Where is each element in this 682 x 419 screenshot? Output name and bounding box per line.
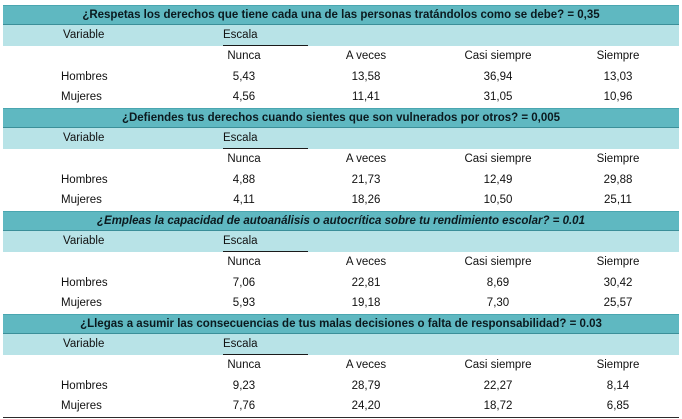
question-header: ¿Llegas a asumir las consecuencias de tus malas decisiones o falta de responsabilidad? = 0.03 <box>3 314 679 334</box>
table-cell: 5,93 <box>232 297 256 309</box>
table-cell: 6,85 <box>606 400 630 412</box>
variable-label: Variable <box>63 235 105 247</box>
table-row <box>3 87 679 108</box>
table-cell: 10,50 <box>483 194 513 206</box>
column-header: Siempre <box>596 256 640 268</box>
column-header: Nunca <box>227 153 261 165</box>
escala-label: Escala <box>223 132 258 144</box>
row-label: Mujeres <box>61 400 102 412</box>
variable-row <box>3 231 679 252</box>
table-cell: 4,88 <box>232 173 256 186</box>
table-cell: 18,72 <box>483 400 513 412</box>
variable-label: Variable <box>63 29 105 41</box>
column-header: Siempre <box>596 50 640 62</box>
scale-header-row <box>3 355 679 376</box>
column-header: A veces <box>345 153 387 165</box>
column-header: A veces <box>345 50 387 62</box>
row-label: Mujeres <box>61 297 102 309</box>
table-cell: 25,11 <box>604 194 632 206</box>
table-cell: 8,69 <box>486 276 510 289</box>
table-cell: 11,41 <box>352 91 380 103</box>
column-header: Casi siempre <box>464 256 532 268</box>
question-table-1 <box>3 5 679 108</box>
table-cell: 25,57 <box>603 297 633 309</box>
table-bottom-border <box>3 417 679 418</box>
table-cell: 10,96 <box>603 91 633 103</box>
column-header: A veces <box>345 256 387 268</box>
table-cell: 29,88 <box>603 173 633 186</box>
table-row <box>3 67 679 88</box>
question-table-4 <box>3 314 679 418</box>
table-row <box>3 396 679 417</box>
table-cell: 36,94 <box>483 70 513 83</box>
table-cell: 18,26 <box>351 194 381 206</box>
column-header: Nunca <box>227 50 261 62</box>
question-table-2 <box>3 108 679 211</box>
scale-header-row <box>3 46 679 67</box>
table-cell: 9,23 <box>232 379 256 392</box>
table-cell: 24,20 <box>351 400 381 412</box>
table-cell: 7,76 <box>232 400 256 412</box>
variable-label: Variable <box>63 338 105 350</box>
table-cell: 5,43 <box>232 70 256 83</box>
column-header: Siempre <box>596 153 640 165</box>
column-header: Casi siempre <box>464 50 532 62</box>
table-cell: 12,49 <box>483 173 513 186</box>
escala-label: Escala <box>223 338 258 350</box>
escala-label: Escala <box>223 29 258 41</box>
table-row <box>3 273 679 294</box>
table-row <box>3 190 679 211</box>
table-cell: 22,27 <box>483 379 513 392</box>
table-row <box>3 170 679 191</box>
table-cell: 30,42 <box>603 276 633 289</box>
table-cell: 22,81 <box>351 276 381 289</box>
row-label: Mujeres <box>61 194 102 206</box>
row-label: Mujeres <box>61 91 102 103</box>
question-header: ¿Empleas la capacidad de autoanálisis o autocrítica sobre tu rendimiento escolar? = 0.01 <box>3 211 679 231</box>
table-cell: 13,03 <box>603 70 633 83</box>
table-cell: 28,79 <box>351 379 381 392</box>
variable-label: Variable <box>63 132 105 144</box>
column-header: Casi siempre <box>464 153 532 165</box>
table-cell: 13,58 <box>351 70 381 83</box>
question-table-3 <box>3 211 679 314</box>
table-cell: 7,06 <box>232 276 256 289</box>
table-row <box>3 293 679 314</box>
table-cell: 19,18 <box>351 297 381 309</box>
variable-row <box>3 334 679 355</box>
question-header: ¿Respetas los derechos que tiene cada una de las personas tratándolos como se debe? = 0,35 <box>3 5 679 25</box>
table-cell: 31,05 <box>483 91 513 103</box>
escala-label: Escala <box>223 235 258 247</box>
row-label: Hombres <box>61 173 108 186</box>
table-cell: 7,30 <box>486 297 510 309</box>
row-label: Hombres <box>61 379 108 392</box>
column-header: A veces <box>345 359 387 371</box>
table-cell: 4,56 <box>232 91 256 103</box>
row-label: Hombres <box>61 276 108 289</box>
variable-row <box>3 128 679 149</box>
column-header: Casi siempre <box>464 359 532 371</box>
row-label: Hombres <box>61 70 108 83</box>
table-cell: 4,11 <box>233 194 255 206</box>
column-header: Nunca <box>227 256 261 268</box>
column-header: Siempre <box>596 359 640 371</box>
scale-header-row <box>3 149 679 170</box>
question-header: ¿Defiendes tus derechos cuando sientes que son vulnerados por otros? = 0,005 <box>3 108 679 128</box>
column-header: Nunca <box>227 359 261 371</box>
table-cell: 8,14 <box>606 379 630 392</box>
scale-header-row <box>3 252 679 273</box>
table-cell: 21,73 <box>351 173 381 186</box>
variable-row <box>3 25 679 46</box>
table-row <box>3 376 679 397</box>
